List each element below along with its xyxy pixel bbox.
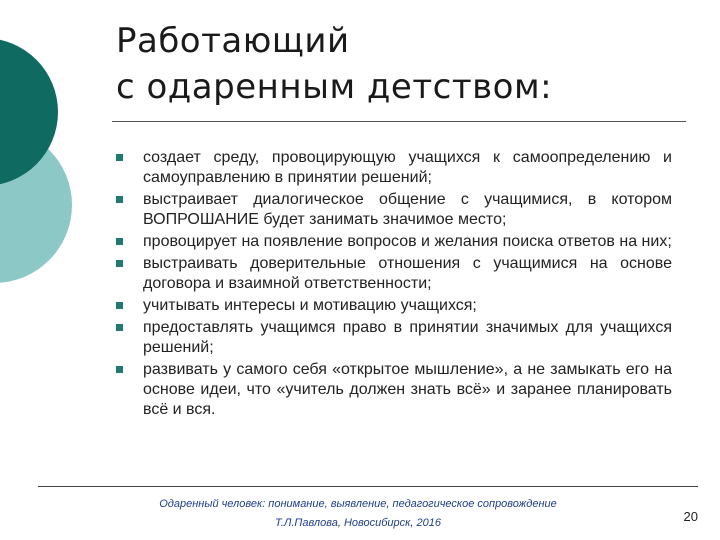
title-divider	[112, 121, 686, 122]
bullet-text: выстраивает диалогическое общение с учащимися, в котором ВОПРОШАНИЕ будет занимать значимое место;	[143, 191, 672, 228]
bullet-item	[116, 254, 672, 294]
bullet-text: создает среду, провоцирующую учащихся к самоопределению и самоуправлению в принятии решений;	[143, 149, 672, 186]
footer-line-1: Одаренный человек: понимание, выявление, педагогическое сопровождение	[159, 498, 557, 510]
bullet-item	[116, 360, 672, 420]
page-number: 20	[683, 509, 698, 524]
decorative-circles	[0, 0, 110, 300]
bullet-item	[116, 190, 672, 230]
footer-line-2: Т.Л.Павлова, Новосибирск, 2016	[275, 517, 441, 529]
bullet-text: предоставлять учащимся право в принятии значимых для учащихся решений;	[143, 319, 672, 356]
square-bullet-icon	[116, 366, 123, 373]
square-bullet-icon	[116, 196, 123, 203]
title-line-2: с одаренным детством:	[116, 67, 553, 107]
square-bullet-icon	[116, 260, 123, 267]
bullet-item	[116, 232, 672, 252]
square-bullet-icon	[116, 238, 123, 245]
footer-citation	[118, 495, 598, 533]
bullet-text: учитывать интересы и мотивацию учащихся;	[143, 297, 477, 314]
bullet-list	[116, 148, 672, 422]
footer-divider	[38, 486, 698, 487]
title-line-1: Работающий	[116, 21, 350, 61]
bullet-item	[116, 318, 672, 358]
square-bullet-icon	[116, 302, 123, 309]
bullet-text: выстраивать доверительные отношения с учащимися на основе договора и взаимной ответственности;	[143, 255, 672, 292]
square-bullet-icon	[116, 154, 123, 161]
bullet-text: развивать у самого себя «открытое мышление», а не замыкать его на основе идеи, что «учитель должен знать всё» и заранее планировать всё и вся.	[143, 361, 672, 418]
bullet-text: провоцирует на появление вопросов и желания поиска ответов на них;	[143, 233, 672, 250]
slide-title	[116, 18, 696, 110]
bullet-item	[116, 148, 672, 188]
square-bullet-icon	[116, 324, 123, 331]
bullet-item	[116, 296, 672, 316]
